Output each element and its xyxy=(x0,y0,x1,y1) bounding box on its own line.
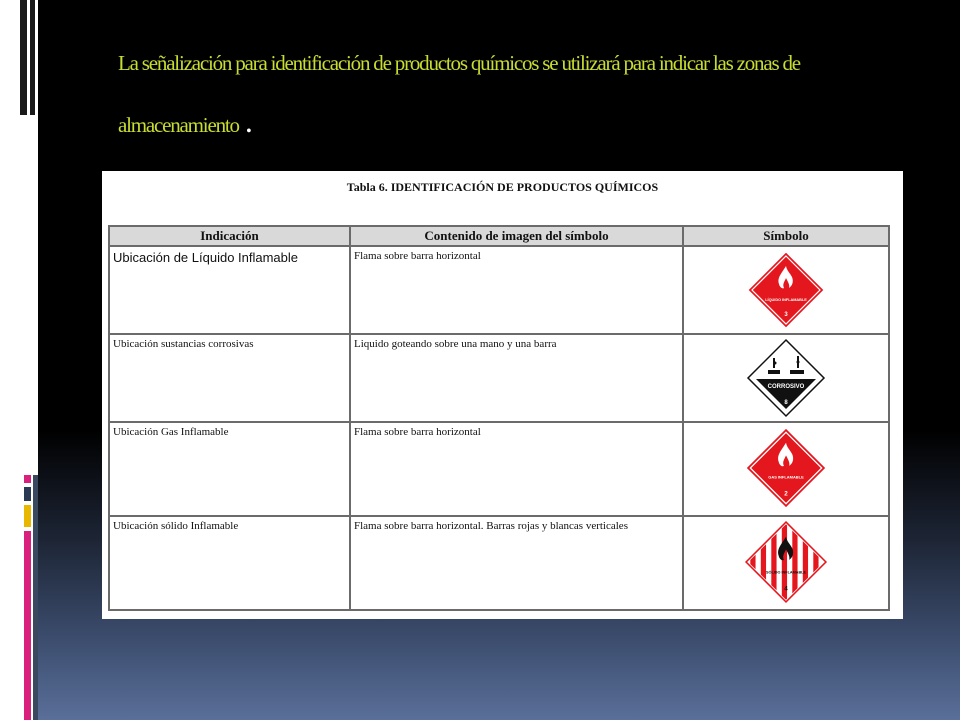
accent-block xyxy=(24,531,31,720)
flammable-liquid-diamond-icon xyxy=(746,250,826,330)
indicacion-cell: Ubicación sólido Inflamable xyxy=(109,516,350,610)
table-image xyxy=(102,171,903,619)
header-contenido: Contenido de imagen del símbolo xyxy=(350,226,683,246)
svg-text:3: 3 xyxy=(784,312,788,318)
accent-block xyxy=(24,487,31,501)
symbol-label: CORROSIVO xyxy=(767,384,805,390)
corrosive-diamond-icon xyxy=(746,338,826,418)
title-bullet: . xyxy=(244,103,252,139)
symbol-label: GAS INFLAMABLE xyxy=(768,474,804,480)
indicacion-cell: Ubicación Gas Inflamable xyxy=(109,422,350,516)
corner-decoration xyxy=(20,0,27,115)
header-indicacion: Indicación xyxy=(109,226,350,246)
symbol-label: SÓLIDO INFLAMABLE xyxy=(766,570,806,575)
flammable-solid-diamond-icon xyxy=(744,520,828,604)
accent-block xyxy=(24,475,31,483)
svg-text:2: 2 xyxy=(784,490,788,498)
table-caption: Tabla 6. IDENTIFICACIÓN DE PRODUCTOS QUÍMICOS xyxy=(346,180,659,194)
table-row xyxy=(109,422,889,516)
accent-strip xyxy=(33,475,38,720)
header-simbolo: Símbolo xyxy=(683,226,889,246)
table-row xyxy=(109,246,889,334)
contenido-cell: Flama sobre barra horizontal xyxy=(350,422,683,516)
table-row xyxy=(109,516,889,610)
symbol-cell xyxy=(683,516,889,610)
table-row xyxy=(109,334,889,422)
symbol-cell xyxy=(683,422,889,516)
indicacion-cell: Ubicación de Líquido Inflamable xyxy=(109,246,350,334)
flammable-gas-diamond-icon xyxy=(744,426,828,510)
table-header-row xyxy=(109,226,889,246)
slide-title-text: La señalización para identificación de productos químicos se utilizará para indicar las zonas de almacenamiento xyxy=(118,51,800,137)
svg-text:4: 4 xyxy=(784,585,788,593)
corner-decoration xyxy=(30,0,35,115)
chemical-identification-table xyxy=(108,225,890,611)
slide-title xyxy=(118,34,918,154)
contenido-cell: Flama sobre barra horizontal xyxy=(350,246,683,334)
svg-text:8: 8 xyxy=(784,400,788,406)
symbol-cell xyxy=(683,334,889,422)
contenido-cell: Flama sobre barra horizontal. Barras rojas y blancas verticales xyxy=(350,516,683,610)
accent-block xyxy=(24,505,31,527)
indicacion-cell: Ubicación sustancias corrosivas xyxy=(109,334,350,422)
contenido-cell: Liquido goteando sobre una mano y una barra xyxy=(350,334,683,422)
symbol-label: LÍQUIDO INFLAMABLE xyxy=(765,298,807,302)
symbol-cell xyxy=(683,246,889,334)
